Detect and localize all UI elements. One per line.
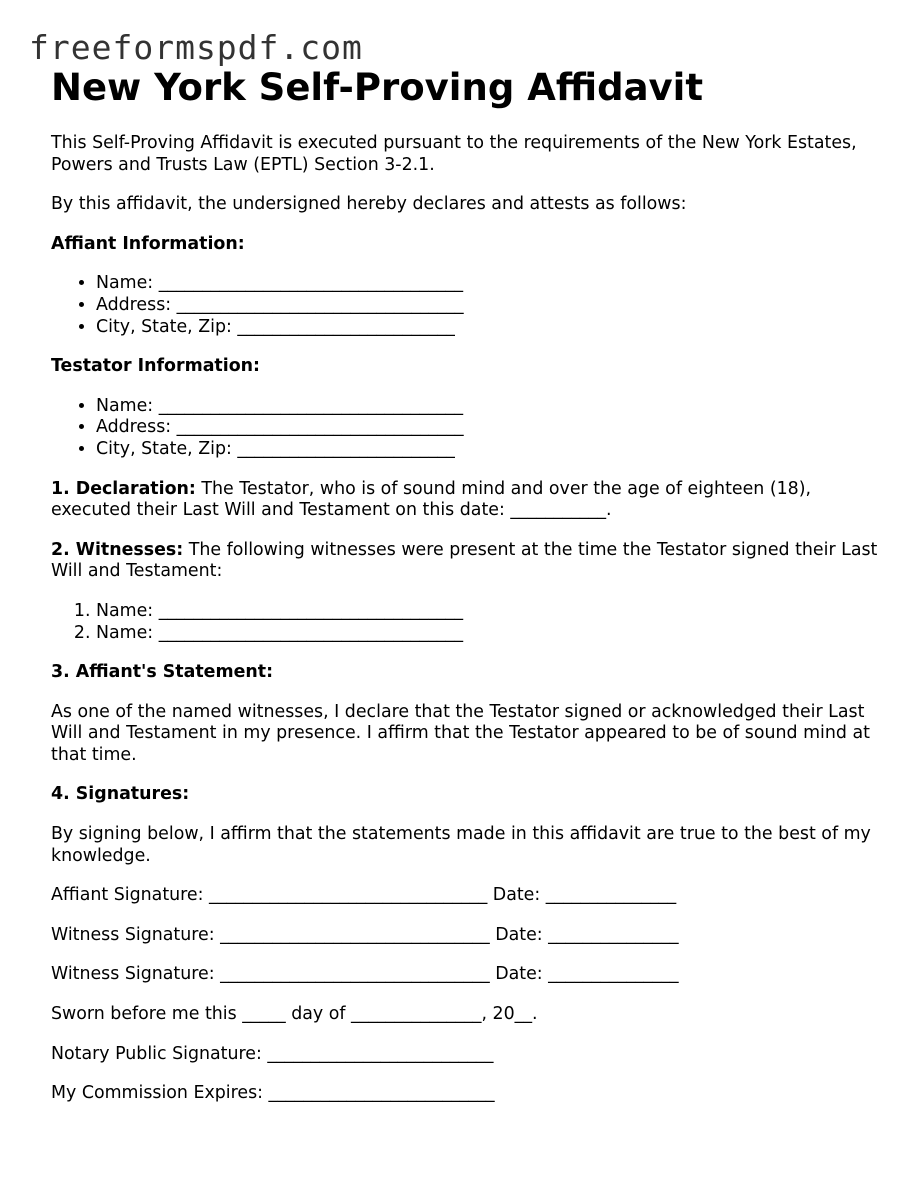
witnesses-text: The following witnesses were present at the time the Testator signed their Last Will and Testament: [51,539,878,582]
testator-name-field: • Name: ___________________________________ [96,396,881,418]
sworn-before-line: Sworn before me this _____ day of _______________, 20__. [51,1004,538,1025]
witnesses-section [51,540,881,583]
witness-signature-line-2: Witness Signature: _______________________________ Date: _______________ [51,964,679,985]
testator-info-heading: Testator Information: [51,356,260,377]
affiant-signature-line: Affiant Signature: ________________________________ Date: _______________ [51,885,677,906]
witness-2-name-field: 2. Name: ___________________________________ [96,623,881,645]
document-page [51,66,881,1105]
affiant-address-field: • Address: _________________________________ [96,295,881,317]
declaration-label: 1. Declaration: [51,478,196,499]
intro-paragraph-2: By this affidavit, the undersigned hereby declares and attests as follows: [51,194,687,215]
commission-expires-line: My Commission Expires: __________________________ [51,1083,495,1104]
testator-address-field: • Address: _________________________________ [96,417,881,439]
statement-text: As one of the named witnesses, I declare that the Testator signed or acknowledged their Last Will and Testament in my presence. I affirm that the Testator appeared to be of sound mind at that time. [51,701,870,765]
notary-signature-line: Notary Public Signature: __________________________ [51,1043,494,1064]
witness-1-name-field: 1. Name: ___________________________________ [96,601,881,623]
affiant-city-state-zip-field: • City, State, Zip: _________________________ [96,317,881,339]
watermark: freeformspdf.com [29,28,363,67]
affiant-info-list [51,273,881,338]
testator-city-state-zip-field: • City, State, Zip: _________________________ [96,439,881,461]
affiant-info-heading: Affiant Information: [51,233,245,254]
affiant-name-field: • Name: ___________________________________ [96,273,881,295]
statement-heading: 3. Affiant's Statement: [51,662,274,683]
document-title: New York Self-Proving Affidavit [51,66,704,109]
testator-info-list [51,396,881,461]
intro-paragraph-1: This Self-Proving Affidavit is executed pursuant to the requirements of the New York Estates, Powers and Trusts Law (EPTL) Section 3-2.1. [51,133,857,175]
witnesses-label: 2. Witnesses: [51,539,184,560]
witness-signature-line-1: Witness Signature: _______________________________ Date: _______________ [51,924,679,945]
witness-list [51,601,881,644]
declaration-text: The Testator, who is of sound mind and over the age of eighteen (18), executed their Last Will and Testament on this date: ___________. [51,478,812,521]
signatures-heading: 4. Signatures: [51,784,190,805]
declaration-section [51,479,881,522]
signatures-text: By signing below, I affirm that the statements made in this affidavit are true to the best of my knowledge. [51,824,871,866]
